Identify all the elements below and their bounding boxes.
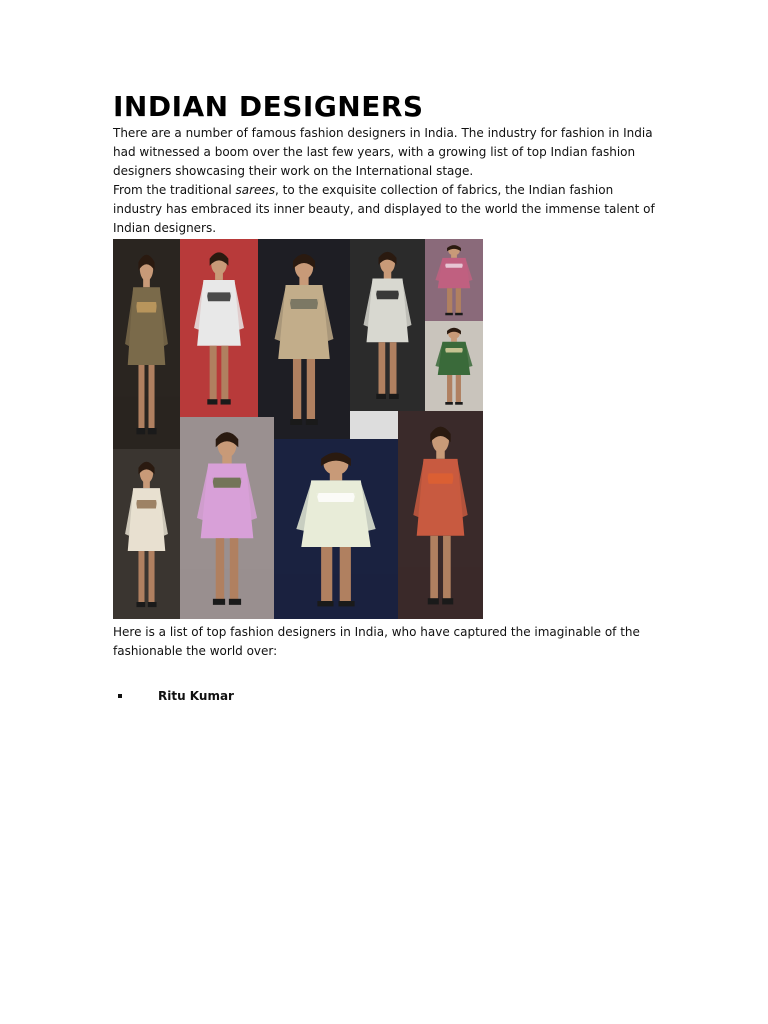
- document-page: [113, 90, 658, 706]
- photo-figure-graphic: [274, 439, 398, 619]
- runway-photo-5: [425, 239, 483, 321]
- photo-figure-graphic: [425, 321, 483, 411]
- photo-figure-graphic: [350, 239, 425, 411]
- photo-figure-graphic: [180, 417, 274, 619]
- square-bullet-icon: [118, 694, 122, 698]
- photo-figure-graphic: [398, 411, 483, 619]
- photo-figure-graphic: [180, 239, 258, 417]
- runway-photo-2: [180, 239, 258, 417]
- photo-figure-graphic: [113, 449, 180, 619]
- runway-photo-1: [113, 239, 180, 449]
- runway-photo-8: [180, 417, 274, 619]
- designer-list: [113, 687, 658, 706]
- runway-photo-4: [350, 239, 425, 411]
- runway-photo-10: [398, 411, 483, 619]
- runway-photo-6: [425, 321, 483, 411]
- list-intro-paragraph: Here is a list of top fashion designers in India, who have captured the imaginable of the fashionable the world over:: [113, 625, 640, 658]
- intro-paragraph-1: There are a number of famous fashion designers in India. The industry for fashion in India had witnessed a boom over the last few years, with a growing list of top Indian fashion designers showcasing their work on the International stage.: [113, 126, 653, 178]
- runway-photo-3: [258, 239, 350, 439]
- photo-figure-graphic: [258, 239, 350, 439]
- intro-paragraph-2-end: , to the exquisite collection of fabrics, the Indian fashion industry has embraced its inner beauty, and displayed to the world the immense talent of Indian designers.: [113, 183, 655, 235]
- list-item: [113, 687, 658, 706]
- intro-paragraph-2-start: From the traditional: [113, 183, 236, 197]
- designer-name: Ritu Kumar: [158, 689, 234, 703]
- runway-photo-9: [274, 439, 398, 619]
- page-title: INDIAN DESIGNERS: [113, 90, 424, 123]
- photo-figure-graphic: [113, 239, 180, 449]
- intro-paragraph-2: [113, 181, 658, 238]
- sarees-italic: sarees: [235, 183, 276, 197]
- runway-photo-7: [113, 449, 180, 619]
- fashion-photo-collage: [113, 239, 483, 619]
- photo-figure-graphic: [425, 239, 483, 321]
